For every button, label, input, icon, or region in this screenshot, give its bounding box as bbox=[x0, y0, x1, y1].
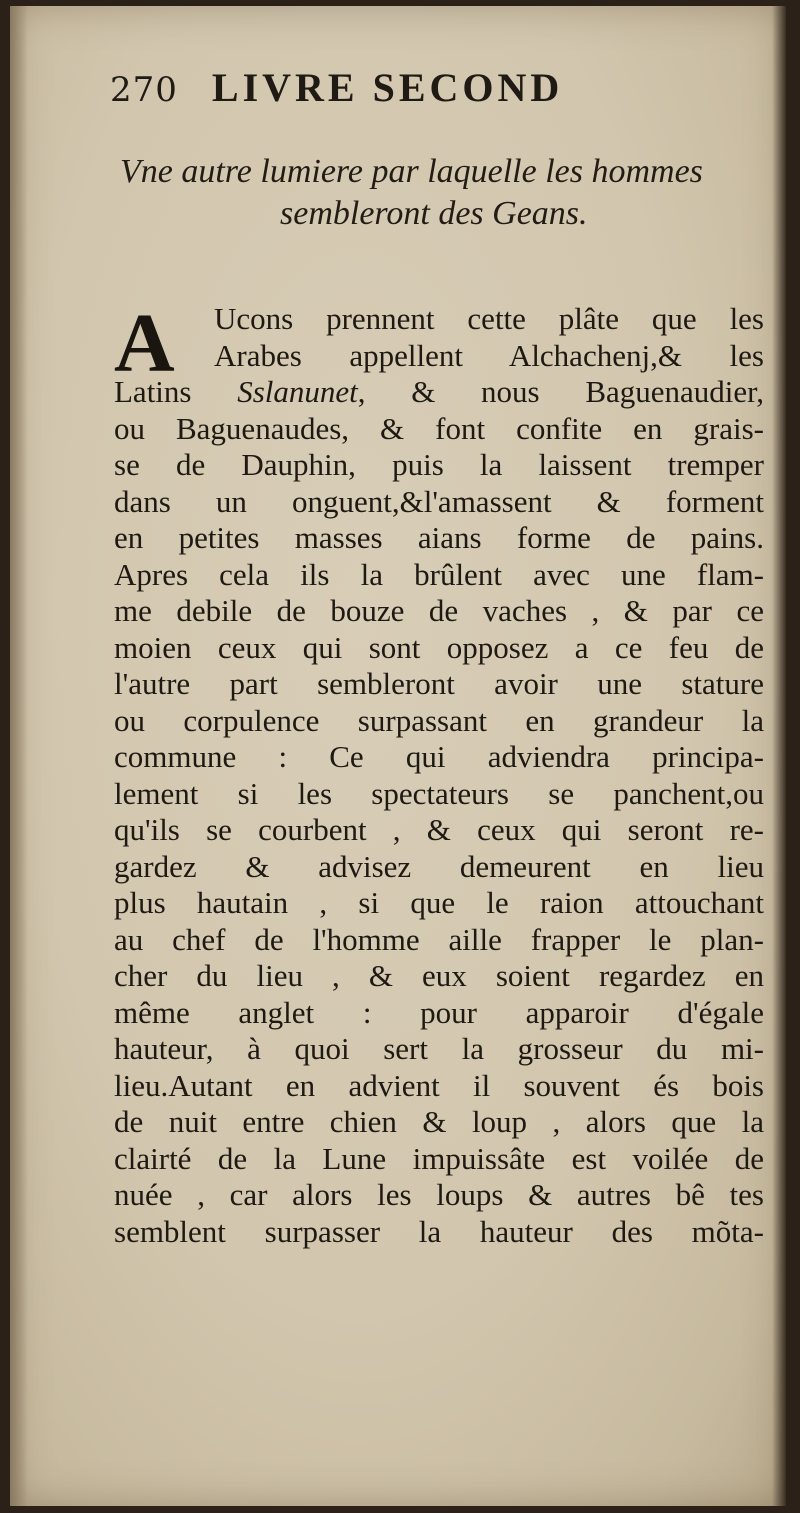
text-line: ou corpulence surpassant en grandeur la bbox=[114, 702, 764, 738]
text-line: me debile de bouze de vaches , & par ce bbox=[114, 593, 764, 628]
text-line: se de Dauphin, puis la laissent tremper bbox=[114, 447, 764, 482]
text-line: au chef de l'homme aille frapper le plan- bbox=[114, 921, 764, 957]
text-line: cher du lieu , & eux soient regardez en bbox=[114, 958, 764, 993]
running-title: LIVRE SECOND bbox=[211, 65, 564, 110]
text-line: semblent surpasser la hauteur des mõta- bbox=[114, 1213, 764, 1249]
text-line: ou Baguenaudes, & font confite en grais- bbox=[114, 410, 764, 446]
text-line bbox=[114, 374, 764, 411]
page-gutter-shadow bbox=[10, 6, 28, 1506]
text-line: gardez & advisez demeurent en lieu bbox=[114, 848, 764, 884]
text-line: hauteur, à quoi sert la grosseur du mi- bbox=[114, 1031, 764, 1066]
text-line: clairté de la Lune impuissâte est voilée de bbox=[114, 1140, 764, 1176]
text-line: de nuit entre chien & loup , alors que la bbox=[114, 1104, 764, 1139]
text-fragment: , & nous Baguenaudier, bbox=[357, 374, 764, 409]
body-paragraph bbox=[114, 297, 764, 1250]
text-line: qu'ils se courbent , & ceux qui seront re- bbox=[114, 812, 764, 847]
text-fragment: Latins bbox=[114, 374, 238, 409]
text-line: même anglet : pour apparoir d'égale bbox=[114, 994, 764, 1030]
text-line: commune : Ce qui adviendra principa- bbox=[114, 739, 764, 774]
section-heading-line-2: sembleront des Geans. bbox=[280, 195, 588, 232]
section-heading bbox=[120, 151, 780, 235]
section-heading-line-1: Vne autre lumiere par laquelle les hommes bbox=[120, 153, 703, 190]
text-line: Apres cela ils la brûlent avec une flam- bbox=[114, 556, 764, 592]
drop-cap: A bbox=[114, 297, 175, 390]
text-line: lieu.Autant en advient il souvent és bois bbox=[114, 1067, 764, 1103]
italic-term: Sslanunet bbox=[237, 374, 358, 409]
book-page bbox=[10, 6, 786, 1506]
text-line: en petites masses aians forme de pains. bbox=[114, 520, 764, 555]
text-line: lement si les spectateurs se panchent,ou bbox=[114, 775, 764, 811]
running-header bbox=[110, 64, 563, 114]
text-line: l'autre part sembleront avoir une stature bbox=[114, 666, 764, 701]
page-number: 270 bbox=[110, 70, 178, 110]
text-line: nuée , car alors les loups & autres bê tes bbox=[114, 1177, 764, 1212]
text-line: dans un onguent,&l'amassent & forment bbox=[114, 483, 764, 519]
text-line: Ucons prennent cette plâte que les bbox=[214, 301, 764, 336]
text-line: moien ceux qui sont opposez a ce feu de bbox=[114, 629, 764, 665]
text-line: plus hautain , si que le raion attouchant bbox=[114, 885, 764, 920]
text-line: Arabes appellent Alchachenj,& les bbox=[214, 337, 764, 373]
